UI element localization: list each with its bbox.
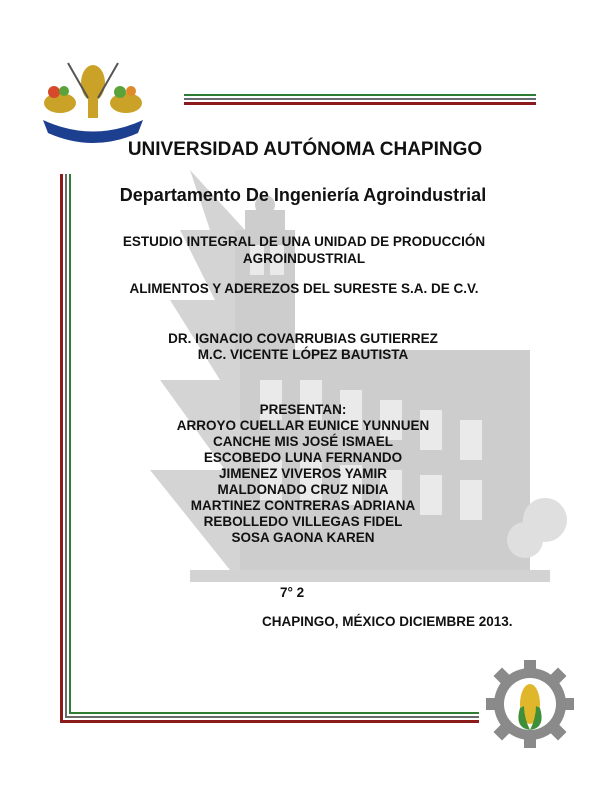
study-title-line: ESTUDIO INTEGRAL DE UNA UNIDAD DE PRODUCCIÓN <box>122 234 486 249</box>
top-stripe-dark <box>184 98 536 100</box>
presenter-name: CANCHE MIS JOSÉ ISMAEL <box>212 434 394 449</box>
university-name: UNIVERSIDAD AUTÓNOMA CHAPINGO <box>127 139 483 160</box>
company-name: ALIMENTOS Y ADEREZOS DEL SURESTE S.A. DE C.V. <box>129 281 479 296</box>
presenter-name: JIMENEZ VIVEROS YAMIR <box>218 466 388 481</box>
group-label: 7° 2 <box>280 585 305 600</box>
advisors-block <box>0 331 600 363</box>
presenters-heading: PRESENTAN: <box>259 402 347 417</box>
presenter-name: REBOLLEDO VILLEGAS FIDEL <box>203 514 403 529</box>
study-title <box>0 233 600 267</box>
top-stripe-green <box>184 94 536 96</box>
presenter-name: MALDONADO CRUZ NIDIA <box>217 482 389 497</box>
study-title-line: AGROINDUSTRIAL <box>242 251 366 266</box>
presenter-name: ARROYO CUELLAR EUNICE YUNNUEN <box>176 418 430 433</box>
top-stripe-red <box>184 102 536 105</box>
bottom-stripe-dark <box>65 716 479 718</box>
presenters-block <box>0 402 600 546</box>
presenter-name: SOSA GAONA KAREN <box>231 530 375 545</box>
department-name: Departamento De Ingeniería Agroindustrial <box>119 185 487 205</box>
chapingo-university-crest-icon <box>38 58 148 148</box>
place-and-date: CHAPINGO, MÉXICO DICIEMBRE 2013. <box>262 614 513 629</box>
advisor-name: M.C. VICENTE LÓPEZ BAUTISTA <box>197 347 409 362</box>
presenter-name: ESCOBEDO LUNA FERNANDO <box>203 450 403 465</box>
advisor-name: DR. IGNACIO COVARRUBIAS GUTIERREZ <box>168 331 438 346</box>
agroindustrial-gear-corn-logo-icon <box>484 658 576 750</box>
bottom-stripe-green <box>69 712 479 714</box>
presenter-name: MARTINEZ CONTRERAS ADRIANA <box>190 498 416 513</box>
bottom-stripe-red <box>60 720 479 723</box>
